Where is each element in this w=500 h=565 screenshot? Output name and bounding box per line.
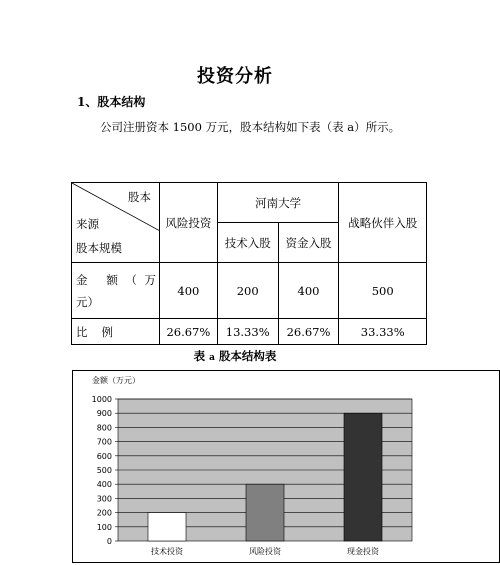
bar-3 [344,413,382,541]
corner-label-source: 来源 [76,217,99,231]
y-tick-label: 400 [96,480,112,490]
cell-amount-venture: 400 [159,263,217,319]
y-tick-label: 500 [96,466,112,475]
row-label-ratio: 比例 [72,319,160,345]
y-tick-label: 0 [106,537,112,546]
y-tick-label: 300 [96,494,112,504]
column-header-venture: 风险投资 [159,183,217,263]
section-heading: 1、股本结构 [77,95,146,109]
cell-ratio-venture: 26.67% [159,319,217,345]
x-tick-label: 技术投资 [151,547,183,556]
column-header-strategic: 战略伙伴入股 [339,183,427,263]
x-tick-label: 现金投资 [347,547,379,556]
y-tick-label: 100 [96,522,112,532]
column-header-capital: 资金入股 [278,223,339,263]
chart-ylabel: 金额（万元） [92,376,140,385]
y-tick-label: 600 [96,451,112,461]
cell-ratio-capital: 26.67% [278,319,339,345]
bar-1 [148,513,186,541]
column-header-tech: 技术入股 [217,223,278,263]
intro-paragraph: 公司注册资本 1500 万元，股本结构如下表（表 a）所示。 [100,120,401,134]
cell-amount-strategic: 500 [339,263,427,319]
document-title: 投资分析 [197,66,273,87]
y-tick-label: 900 [96,409,112,419]
y-tick-label: 1000 [91,395,112,404]
cell-amount-tech: 200 [217,263,278,319]
y-tick-label: 800 [96,423,112,433]
y-tick-label: 700 [96,437,112,447]
table-caption: 表 a 股本结构表 [193,349,277,363]
corner-label-equity: 股本 [127,190,151,204]
group-header-henan-university: 河南大学 [217,183,339,223]
x-tick-label: 风险投资 [249,547,281,556]
cell-ratio-tech: 13.33% [217,319,278,345]
y-tick-label: 200 [96,508,112,518]
bar-2 [246,484,284,541]
cell-ratio-strategic: 33.33% [339,319,427,345]
corner-label-scale: 股本规模 [76,241,122,255]
row-label-amount: 金 额（万 元） [72,263,160,319]
cell-amount-capital: 400 [278,263,339,319]
